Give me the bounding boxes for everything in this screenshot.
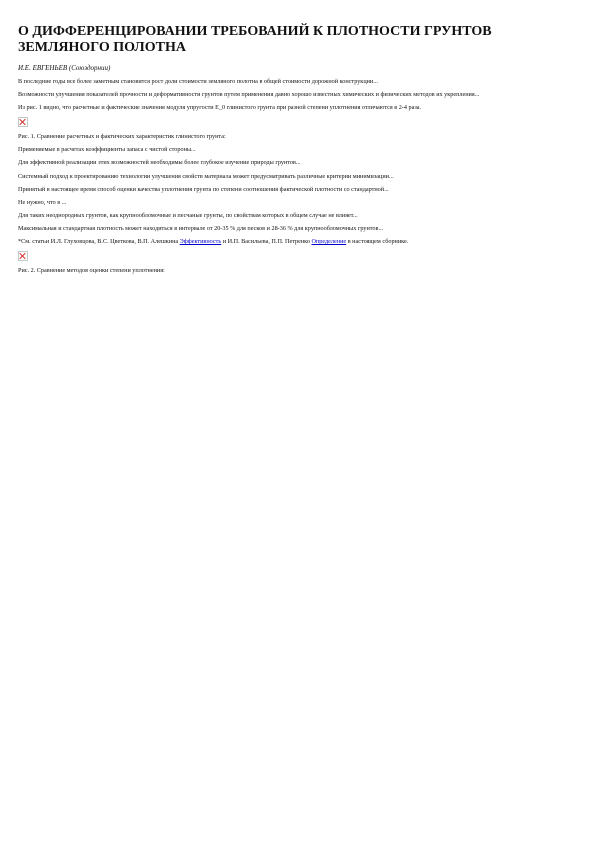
paragraph-7: Принятый в настоящее время способ оценки качества уплотнения грунта по степени соотношения фактической плотности со стандартной... bbox=[18, 185, 389, 193]
footnote-link-definition[interactable]: Определение bbox=[311, 238, 347, 246]
figure-2-caption: Рис. 2. Сравнение методов оценки степени уплотнения: bbox=[18, 267, 165, 275]
footnote-text-start: *См. статьи И.Л. Глуховцова, В.С. Цветкова, В.П. Алешкина bbox=[18, 238, 180, 246]
footnote-link-efficiency[interactable]: Эффективность bbox=[179, 238, 222, 246]
paragraph-6: Системный подход к проектированию технологии улучшения свойств материала может предусматривать различные критерии минимизации... bbox=[18, 172, 394, 180]
paragraph-8: Не нужно, что в ... bbox=[18, 198, 67, 206]
paragraph-2: Возможности улучшения показателей прочности и деформативности грунтов путем применения давно хорошо известных химических и физических методов их укрепления... bbox=[18, 91, 480, 99]
paragraph-1: В последние годы все более заметным становится рост доли стоимости земляного полотна в общей стоимости дорожной конструкции... bbox=[18, 78, 378, 85]
article-author: И.Е. ЕВГЕНЬЕВ (Союздорнии) bbox=[18, 64, 111, 72]
paragraph-3: Из рис. 1 видно, что расчетные и фактические значения модуля упругости E_0 глинистого грунта при разной степени уплотнения отличаются в 2-4 раза. bbox=[18, 104, 422, 112]
footnote-paragraph bbox=[18, 238, 577, 245]
footnote-text-end: в настоящем сборнике. bbox=[347, 238, 409, 246]
article-title: О ДИФФЕРЕНЦИРОВАНИИ ТРЕБОВАНИЙ К ПЛОТНОСТИ ГРУНТОВ ЗЕМЛЯНОГО ПОЛОТНА bbox=[18, 24, 492, 55]
paragraph-9: Для таких неоднородных грунтов, как крупнообломочные и песчаные грунты, по свойствам которых в общем случае не влияет... bbox=[18, 211, 358, 219]
paragraph-10: Максимальная и стандартная плотность может находиться в интервале от 20-35 % для песков и 28-36 % для крупнообломочных грунтов... bbox=[18, 224, 384, 232]
paragraph-4: Применяемые в расчетах коэффициенты запаса с чистой стороны... bbox=[18, 146, 196, 154]
figure-2-placeholder bbox=[18, 251, 28, 261]
broken-image-icon bbox=[19, 118, 27, 126]
paragraph-5: Для эффективной реализации этих возможностей необходимы более глубокое изучение природы грунтов... bbox=[18, 159, 301, 167]
broken-image-icon bbox=[19, 252, 27, 260]
footnote-text-middle: и И.П. Васильева, П.П. Петренко bbox=[222, 238, 312, 246]
figure-1-caption: Рис. 1. Сравнение расчетных и фактических характеристик глинистого грунта: bbox=[18, 133, 226, 141]
figure-1-placeholder bbox=[18, 117, 28, 127]
